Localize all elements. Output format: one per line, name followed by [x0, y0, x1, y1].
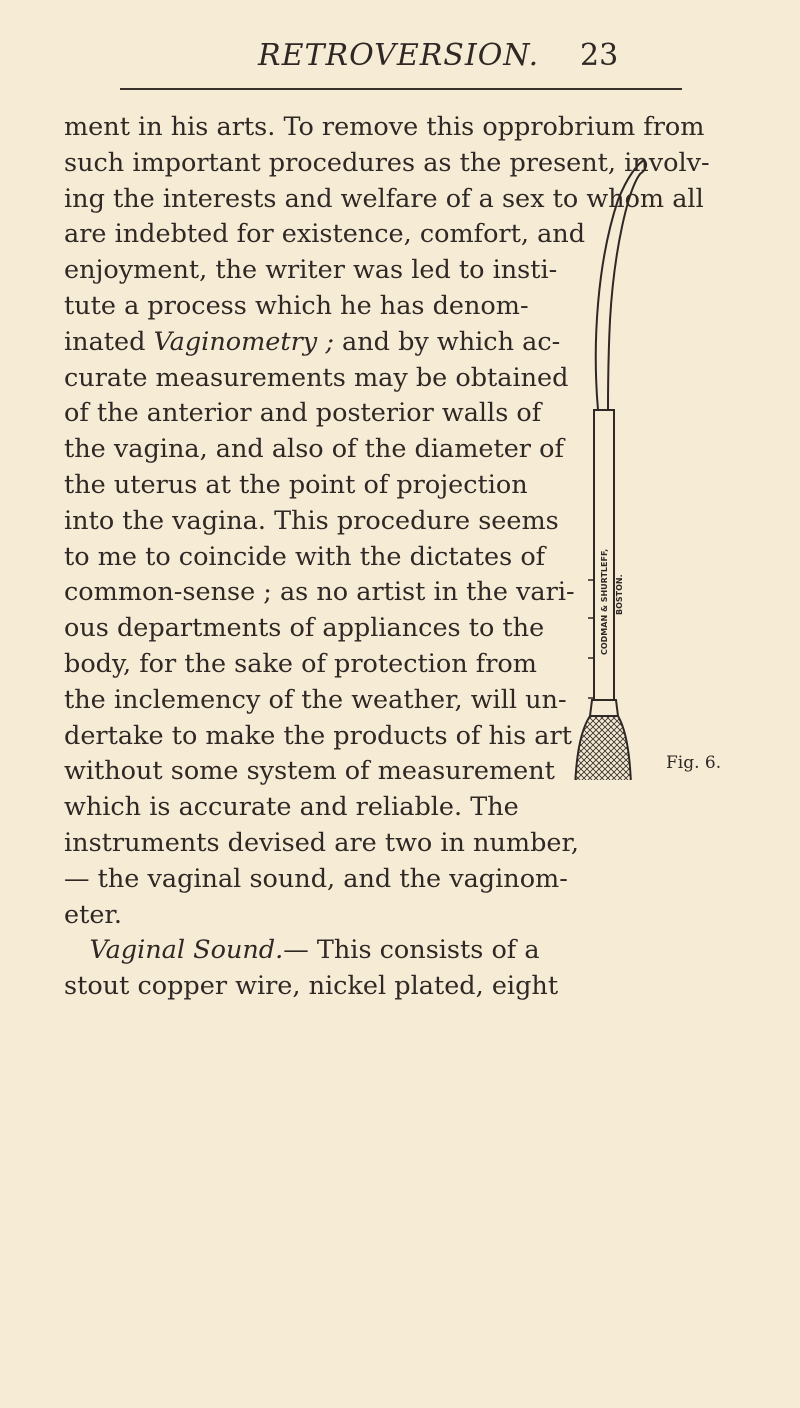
text-line: instruments devised are two in number, [64, 827, 579, 858]
text-line: common-sense ; as no artist in the vari- [64, 577, 575, 608]
text-line: which is accurate and reliable. The [64, 792, 519, 823]
text-line: enjoyment, the writer was led to insti- [64, 255, 558, 286]
page-header [0, 38, 800, 78]
text-line: dertake to make the products of his art [64, 720, 572, 751]
text-line: the vagina, and also of the diameter of [64, 434, 564, 465]
running-title: RETROVERSION. [258, 38, 540, 73]
text-line: eter. [64, 899, 122, 930]
header-rule [120, 88, 682, 90]
maker-city: BOSTON. [615, 574, 624, 615]
text-segment: inated [64, 326, 154, 357]
maker-mark: CODMAN & SHURTLEFF, [600, 548, 609, 655]
text-line: ous departments of appliances to the [64, 613, 545, 644]
text-line: the uterus at the point of projection [64, 469, 528, 500]
text-line: ing the interests and welfare of a sex to whom all [64, 183, 704, 214]
text-line [64, 325, 764, 361]
text-line: — the vaginal sound, and the vaginom- [64, 863, 568, 894]
text-segment: — This consists of a [283, 935, 540, 966]
text-line: stout copper wire, nickel plated, eight [64, 971, 559, 1002]
figure-caption: Fig. 6. [666, 753, 722, 773]
sound-collar [590, 700, 618, 716]
italic-term: Vaginometry ; [153, 326, 334, 357]
text-line: body, for the sake of protection from [64, 648, 537, 679]
body-text [64, 110, 764, 1005]
italic-heading: Vaginal Sound. [89, 935, 284, 966]
text-line: curate measurements may be obtained [64, 362, 569, 393]
text-line: ment in his arts. To remove this opprobrium from [64, 112, 705, 142]
text-line: to me to coincide with the dictates of [64, 541, 546, 572]
vaginal-sound-figure [548, 160, 658, 780]
sound-wire-tip [596, 160, 646, 410]
text-line: tute a process which he has denom- [64, 290, 529, 321]
sound-handle [575, 716, 631, 780]
page-number: 23 [580, 38, 619, 73]
text-line: are indebted for existence, comfort, and [64, 219, 586, 250]
text-line: into the vagina. This procedure seems [64, 505, 559, 536]
text-line [64, 933, 764, 969]
text-line: without some system of measurement [64, 756, 555, 787]
text-line: of the anterior and posterior walls of [64, 398, 542, 429]
text-line: such important procedures as the present, involv- [64, 147, 710, 178]
text-segment: and by which ac- [333, 326, 561, 357]
text-line: the inclemency of the weather, will un- [64, 684, 567, 715]
